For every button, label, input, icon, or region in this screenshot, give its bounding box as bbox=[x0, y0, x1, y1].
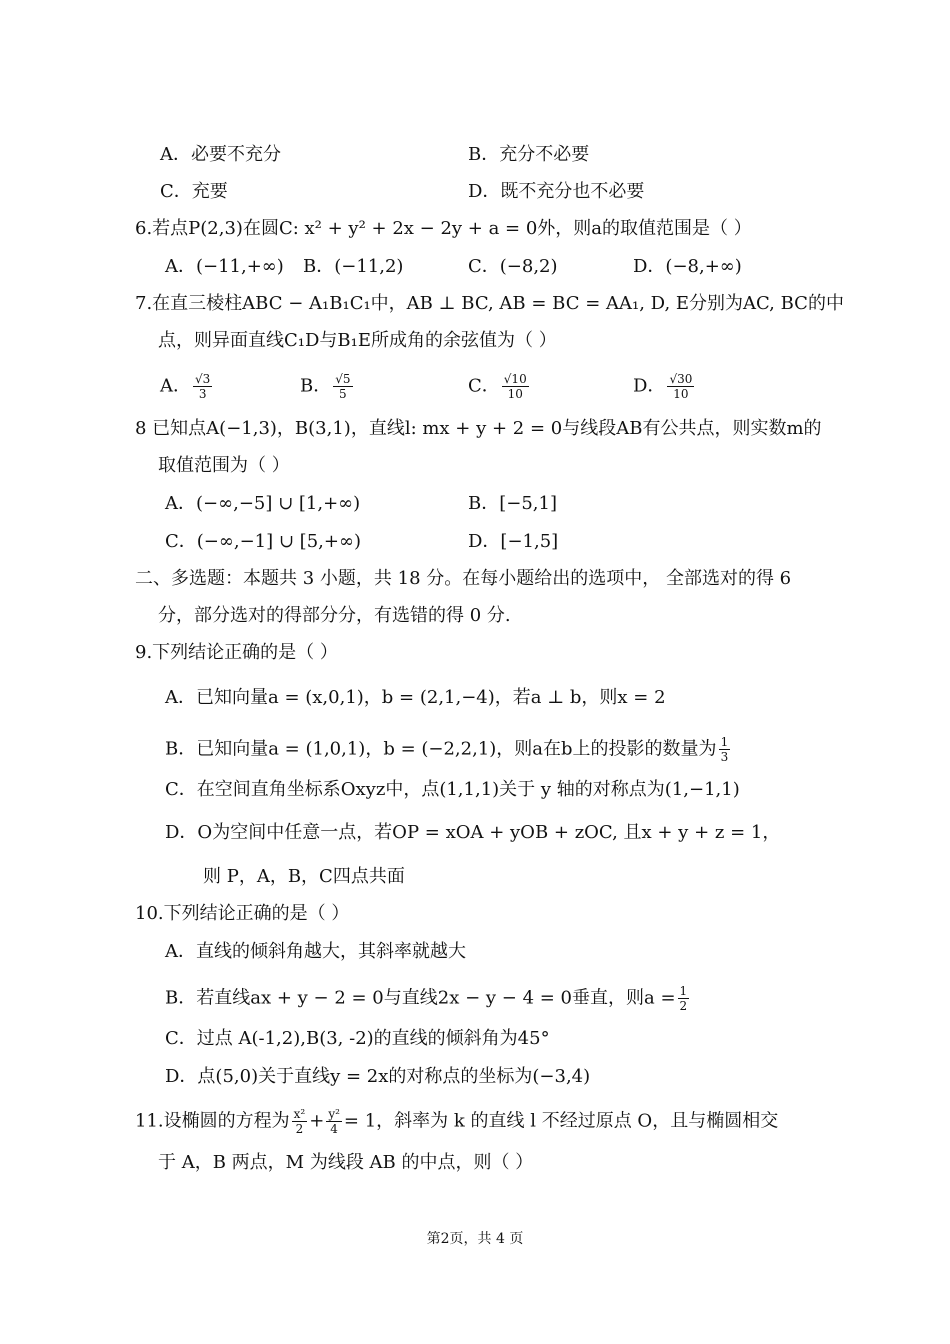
q6-option-d: D．(−8,+∞) bbox=[633, 256, 742, 277]
page-footer: 第2页，共 4 页 bbox=[426, 1231, 524, 1247]
q6-option-c: C．(−8,2) bbox=[468, 256, 558, 277]
q9-option-b: B．已知向量a = (1,0,1)，b = (−2,2,1)，则a在b上的投影的数量为 $\frac{1}{3}$ bbox=[165, 735, 729, 764]
q11-stem-line2: 于 A，B 两点，M 为线段 AB 的中点，则（ ） bbox=[158, 1152, 534, 1173]
q7-option-c-fraction: $\frac{√10}{10}$ bbox=[503, 372, 527, 401]
q7-option-b-fraction: $\frac{√5}{5}$ bbox=[335, 372, 351, 401]
q7-option-b: B． $\frac{√5}{5}$ bbox=[300, 372, 351, 401]
q5-option-b: B．充分不必要 bbox=[468, 144, 590, 165]
q8-stem-line2: 取值范围为（ ） bbox=[158, 455, 290, 476]
q9-option-a: A．已知向量a = (x,0,1)，b = (2,1,−4)，若a ⊥ b，则x = 2 bbox=[165, 687, 666, 708]
q6-stem: 6.若点P(2,3)在圆C: x² + y² + 2x − 2y + a = 0外，则a的取值范围是（ ） bbox=[135, 218, 752, 239]
q9-option-d-line2: 则 P，A，B，C四点共面 bbox=[203, 866, 405, 887]
q10-stem: 10.下列结论正确的是（ ） bbox=[135, 903, 350, 924]
q7-option-a: A． $\frac{√3}{3}$ bbox=[160, 372, 211, 401]
q9-option-d-line1: D．O为空间中任意一点，若OP = xOA + yOB + zOC, 且x + y + z = 1， bbox=[165, 822, 781, 843]
q7-stem-line1: 7.在直三棱柱ABC − A₁B₁C₁中，AB ⊥ BC, AB = BC = AA₁, D, E分别为AC, BC的中 bbox=[135, 293, 844, 314]
q7-option-d: D． $\frac{√30}{10}$ bbox=[633, 372, 693, 401]
q10-option-b-fraction: $\frac{1}{2}$ bbox=[679, 984, 688, 1013]
section2-heading-line1: 二、多选题：本题共 3 小题，共 18 分。在每小题给出的选项中， 全部选对的得 6 bbox=[135, 568, 792, 589]
q10-option-d: D．点(5,0)关于直线y = 2x的对称点的坐标为(−3,4) bbox=[165, 1066, 591, 1087]
q8-option-c: C．(−∞,−1] ∪ [5,+∞) bbox=[165, 531, 361, 552]
q7-option-c: C． $\frac{√10}{10}$ bbox=[468, 372, 527, 401]
q8-stem-line1: 8 已知点A(−1,3)，B(3,1)，直线l: mx + y + 2 = 0与线段AB有公共点，则实数m的 bbox=[135, 418, 822, 439]
q6-option-a: A．(−11,+∞) bbox=[165, 256, 284, 277]
section2-heading-line2: 分，部分选对的得部分分，有选错的得 0 分. bbox=[158, 605, 511, 626]
q7-option-d-fraction: $\frac{√30}{10}$ bbox=[669, 372, 693, 401]
q11-stem-line1: 11.设椭圆的方程为 $\frac{\text{x²}}{2}$ + $\frac{\text{y²}}{4}$ = 1，斜率为 k 的直线 l 不经过原点 O，且与椭圆相交 bbox=[135, 1107, 779, 1136]
q10-option-a: A．直线的倾斜角越大，其斜率就越大 bbox=[165, 941, 466, 962]
q10-option-c: C．过点 A(-1,2),B(3, -2)的直线的倾斜角为45° bbox=[165, 1028, 550, 1049]
q8-option-d: D．[−1,5] bbox=[468, 531, 559, 552]
q5-option-c: C．充要 bbox=[160, 181, 228, 202]
q5-option-a: A．必要不充分 bbox=[160, 144, 281, 165]
q10-option-b: B．若直线ax + y − 2 = 0与直线2x − y − 4 = 0垂直，则a = $\frac{1}{2}$ bbox=[165, 984, 688, 1013]
q5-option-d: D．既不充分也不必要 bbox=[468, 181, 645, 202]
q8-option-b: B．[−5,1] bbox=[468, 493, 557, 514]
q11-fraction-x: $\frac{\text{x²}}{2}$ bbox=[293, 1107, 306, 1136]
q9-option-b-fraction: $\frac{1}{3}$ bbox=[720, 735, 729, 764]
q11-fraction-y: $\frac{\text{y²}}{4}$ bbox=[328, 1107, 340, 1136]
q9-option-c: C．在空间直角坐标系Oxyz中，点(1,1,1)关于 y 轴的对称点为(1,−1,1) bbox=[165, 779, 740, 800]
q7-stem-line2: 点，则异面直线C₁D与B₁E所成角的余弦值为（ ） bbox=[158, 330, 557, 351]
q9-stem: 9.下列结论正确的是（ ） bbox=[135, 642, 338, 663]
q7-option-a-fraction: $\frac{√3}{3}$ bbox=[195, 372, 211, 401]
q8-option-a: A．(−∞,−5] ∪ [1,+∞) bbox=[165, 493, 361, 514]
q6-option-b: B．(−11,2) bbox=[303, 256, 404, 277]
